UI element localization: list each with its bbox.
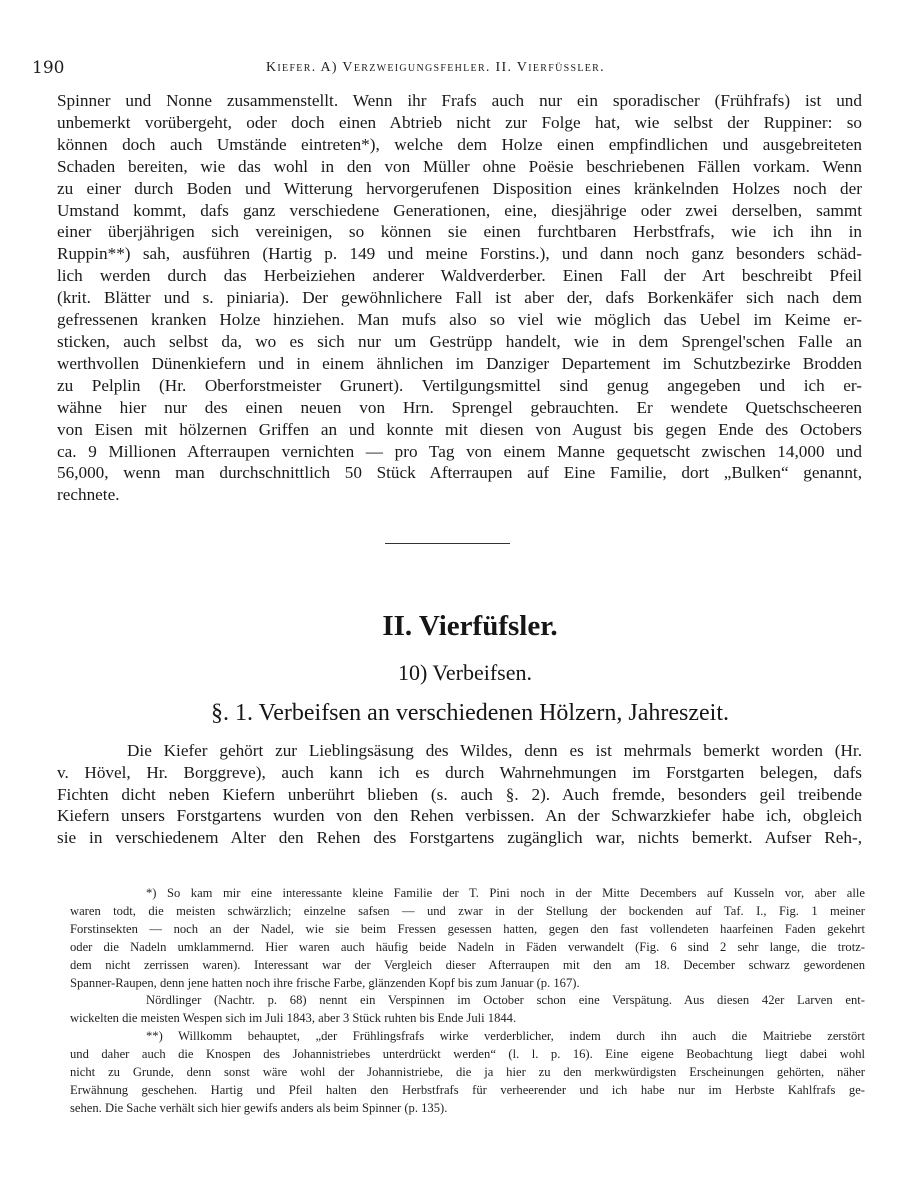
text-line: Ruppin**) sah, ausführen (Hartig p. 149 und meine Forstins.), und dann noch ganz besonders schäd- <box>57 244 862 264</box>
text-line: 56,000, wenn man durchschnittlich 50 Stück Afterraupen auf Eine Familie, dort „Bulken“ genannt, <box>57 463 862 483</box>
text-line: Fichten dicht neben Kiefern unberührt blieben (s. auch §. 2). Auch fremde, besonders geil treibende <box>57 784 862 804</box>
text-line: von Eisen mit hölzernen Griffen an und konnte mit diesen von August bis gegen Ende des Octobers <box>57 419 862 439</box>
running-title: Kiefer. A) Verzweigungsfehler. II. Vierfüssler. <box>266 60 605 75</box>
text-line: Schaden bereiten, wie das wohl in den von Müller ohne Poësie beschriebenen Fällen vorkam. Wenn <box>57 156 862 176</box>
text-line: Spinner und Nonne zusammenstellt. Wenn ihr Frafs auch nur ein sporadischer (Frühfrafs) ist und <box>57 91 862 110</box>
text-line: einer überjährigen sich vereinigen, so können sie einen furchtbaren Herbstfrafs, wie ich ihn in <box>57 222 862 242</box>
text-line: können doch auch Umstände eintreten*), welche dem Holze einen empfindlichen und ausgebreiteten <box>57 134 862 154</box>
footnotes <box>70 885 865 1118</box>
footnote-line: wickelten die meisten Wespen sich im Juli 1843, aber 3 Stück ruhten bis Ende Juli 1844. <box>70 1011 517 1026</box>
text-line: zu Pelplin (Hr. Oberforstmeister Grunert). Vertilgungsmittel sind genug angegeben und ich er- <box>57 375 862 395</box>
footnote-line: Erwähnung geschehen. Hartig und Pfeil halten den Herbstfrafs für verheerender und ich habe nur im Herbste Kahlfrafs ge- <box>70 1082 865 1097</box>
section-heading: §. 1. Verbeifsen an verschiedenen Hölzern, Jahreszeit. <box>210 700 729 726</box>
footnote-line: und daher auch die Knospen des Johannistriebes unterdrückt werden“ (l. l. p. 16). Eine eigene Beobachtung liegt dabei wohl <box>70 1047 865 1062</box>
text-line: (krit. Blätter und s. piniaria). Der gewöhnlichere Fall ist aber der, dafs Borkenkäfer sich nach dem <box>57 288 862 308</box>
footnote-line: *) So kam mir eine interessante kleine Familie der T. Pini noch in der Mitte Decembers auf Kusseln vor, aber alle <box>146 886 865 900</box>
text-line: unbemerkt vorübergeht, oder doch einen Abtrieb nicht zur Folge hat, wie selbst der Ruppiner: so <box>57 112 862 132</box>
body-paragraph <box>57 90 862 506</box>
text-line: rechnete. <box>57 485 120 505</box>
text-line: zu einer durch Boden und Witterung hervorgerufenen Disposition eines kränkelnden Holzes noch der <box>57 178 862 198</box>
text-line: Die Kiefer gehört zur Lieblingsäsung des Wildes, denn es ist mehrmals bemerkt worden (Hr. <box>127 741 862 760</box>
footnote-line: oder die Nadeln umklammernd. Hier waren auch häufig beide Nadeln in Fäden verwandelt (Fig. 6 sind 2 sehr lange, die trotz- <box>70 939 865 954</box>
part-heading: II. Vierfüfsler. <box>382 610 558 642</box>
footnote-line: **) Willkomm behauptet, „der Frühlingsfrafs wirke verderblicher, indem durch ihn auch die Maitriebe zerstört <box>146 1029 865 1044</box>
text-line: Umstand kommt, dafs ganz verschiedene Generationen, eine, diesjährige oder zwei derselben, sammt <box>57 200 862 220</box>
footnote-line: dem nicht zerrissen waren). Interessant war der Vergleich dieser Afterraupen mit den am 18. December schwarz gewordenen <box>70 957 865 972</box>
text-line: Kiefern unsers Forstgartens wurden von den Rehen verbissen. An der Schwarzkiefer habe ich, obgleich <box>57 806 862 826</box>
text-line: gefressenen kranken Holze hinziehen. Man mufs also so viel wie möglich das Uebel im Keime er- <box>57 310 862 330</box>
section-paragraph <box>57 740 862 849</box>
footnote-line: sehen. Die Sache verhält sich hier gewifs anders als beim Spinner (p. 135). <box>70 1100 448 1115</box>
text-line: v. Hövel, Hr. Borggreve), auch kann ich es durch Wahrnehmungen im Forstgarten belegen, dafs <box>57 762 862 782</box>
footnote-line: Forstinsekten — noch an der Nadel, wie sie beim Fressen gesessen hatten, gegen den fast vollendeten haarfeinen Faden gekehrt <box>70 921 865 936</box>
running-header <box>32 58 862 84</box>
text-line: werthvollen Dünenkiefern und in einem ähnlichen im Danziger Departement im Schutzbezirke Brodden <box>57 353 862 373</box>
footnote-line: Spanner-Raupen, denn jene hatten noch ihre frische Farbe, glänzenden Kopf bis zum Januar (p. 167). <box>70 975 580 990</box>
text-line: ca. 9 Millionen Afterraupen vernichten — pro Tag von einem Manne gequetscht zwischen 14,000 und <box>57 441 862 461</box>
text-line: sticken, auch selbst da, wo es sich nur um Gestrüpp handelt, wie in dem Sprengel'schen Falle an <box>57 331 862 351</box>
text-line: sie in verschiedenem Alter den Rehen des Forstgartens zugänglich war, nichts bemerkt. Aufser Reh-, <box>57 828 862 848</box>
section-divider <box>385 543 510 544</box>
text-line: wähne hier nur des einen neuen von Hrn. Sprengel gebrauchten. Er wendete Quetschscheeren <box>57 397 862 417</box>
chapter-heading: 10) Verbeifsen. <box>398 660 532 685</box>
footnote-line: waren todt, die meisten schwärzlich; einzelne safsen — und zwar in der Stellung der bockenden auf Taf. I., Fig. 1 meiner <box>70 903 865 918</box>
footnote-line: nicht zu Grunde, denn sonst wäre wohl der Johannistriebe, die ja hier zu den merkwürdigsten Erscheinungen gehörten, näher <box>70 1065 865 1080</box>
page-number: 190 <box>32 58 65 78</box>
text-line: lich werden durch das Herbeiziehen anderer Waldverderber. Einen Fall der Art beschreibt Pfeil <box>57 266 862 286</box>
footnote-line: Nördlinger (Nachtr. p. 68) nennt ein Verspinnen im October schon eine Verspätung. Aus diesen 42er Larven ent- <box>146 993 865 1008</box>
